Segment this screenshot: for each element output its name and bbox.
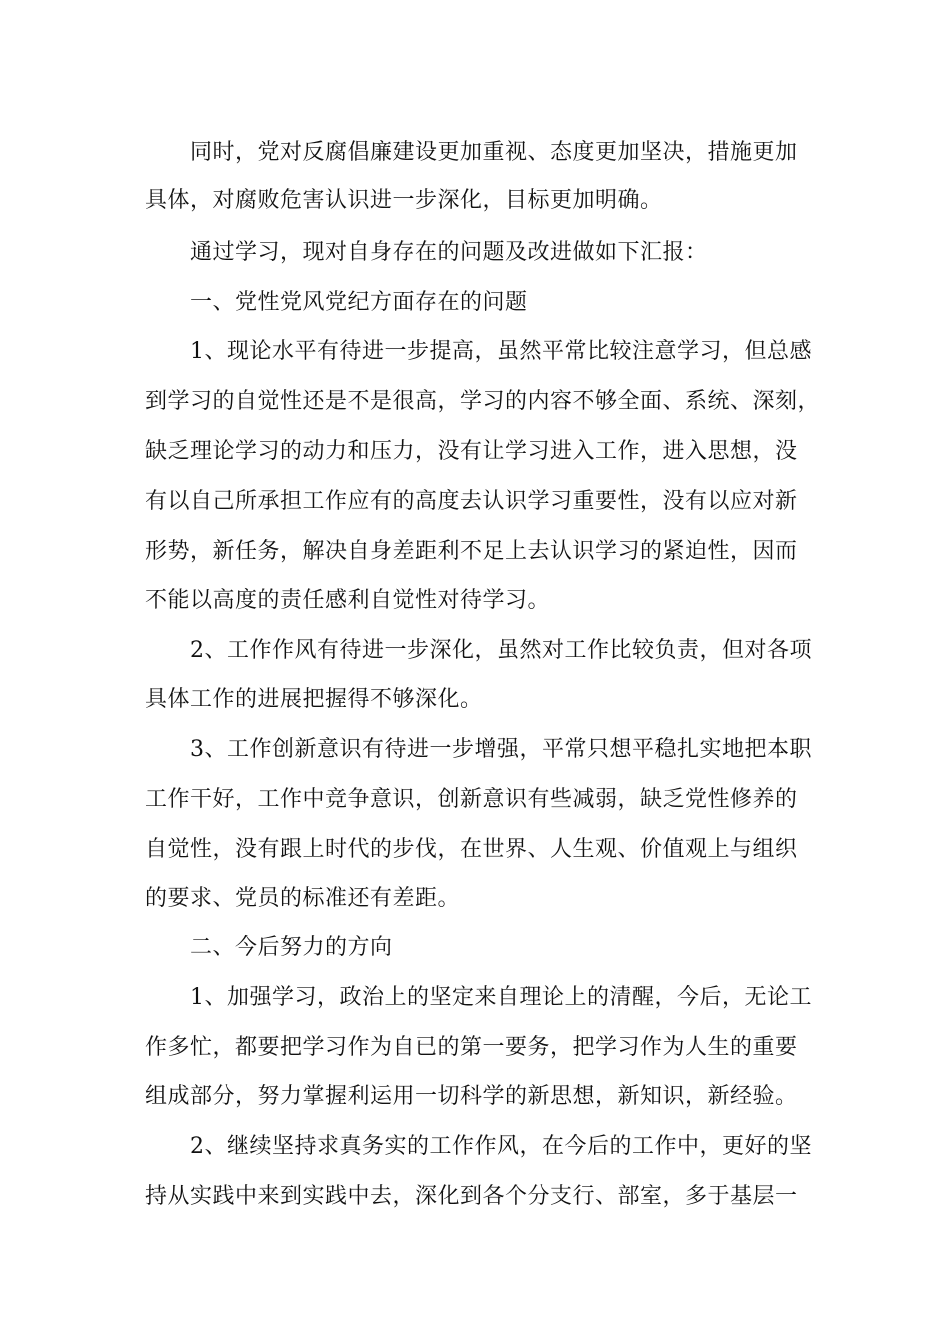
- text-line: 作多忙，都要把学习作为自已的第一要务，把学习作为人生的重要: [145, 1035, 798, 1060]
- text-line: 工作干好，工作中竞争意识，创新意识有些减弱，缺乏党性修养的: [145, 787, 798, 812]
- text-line: 自觉性，没有跟上时代的步伐，在世界、人生观、价值观上与组织: [145, 837, 798, 862]
- text-line: 持从实践中来到实践中去，深化到各个分支行、部室，多于基层一: [145, 1184, 798, 1209]
- text-line: 1、加强学习，政治上的坚定来自理论上的清醒，今后，无论工: [190, 985, 812, 1010]
- text-line: 到学习的自觉性还是不是很高，学习的内容不够全面、系统、深刻，: [145, 389, 821, 414]
- text-line: 具体，对腐败危害认识进一步深化，目标更加明确。: [145, 188, 663, 213]
- text-line: 形势，新任务，解决自身差距利不足上去认识学习的紧迫性，因而: [145, 539, 798, 564]
- text-line: 缺乏理论学习的动力和压力，没有让学习进入工作，进入思想，没: [145, 439, 798, 464]
- text-line: 1、现论水平有待进一步提高，虽然平常比较注意学习，但总感: [190, 339, 812, 364]
- section-heading: 一、党性党风党纪方面存在的问题: [190, 290, 528, 315]
- text-line: 的要求、党员的标准还有差距。: [145, 886, 461, 911]
- text-line: 3、工作创新意识有待进一步增强，平常只想平稳扎实地把本职: [190, 737, 812, 762]
- section-heading: 二、今后努力的方向: [190, 935, 393, 960]
- text-line: 不能以高度的责任感利自觉性对待学习。: [145, 588, 551, 613]
- text-line: 通过学习，现对自身存在的问题及改进做如下汇报：: [190, 240, 708, 265]
- text-line: 组成部分，努力掌握利运用一切科学的新思想，新知识，新经验。: [145, 1084, 798, 1109]
- text-line: 2、工作作风有待进一步深化，虽然对工作比较负责，但对各项: [190, 638, 812, 663]
- text-line: 具体工作的进展把握得不够深化。: [145, 687, 483, 712]
- text-line: 2、继续坚持求真务实的工作作风，在今后的工作中，更好的坚: [190, 1134, 812, 1159]
- text-line: 有以自己所承担工作应有的高度去认识学习重要性，没有以应对新: [145, 489, 798, 514]
- text-line: 同时，党对反腐倡廉建设更加重视、态度更加坚决，措施更加: [190, 140, 798, 165]
